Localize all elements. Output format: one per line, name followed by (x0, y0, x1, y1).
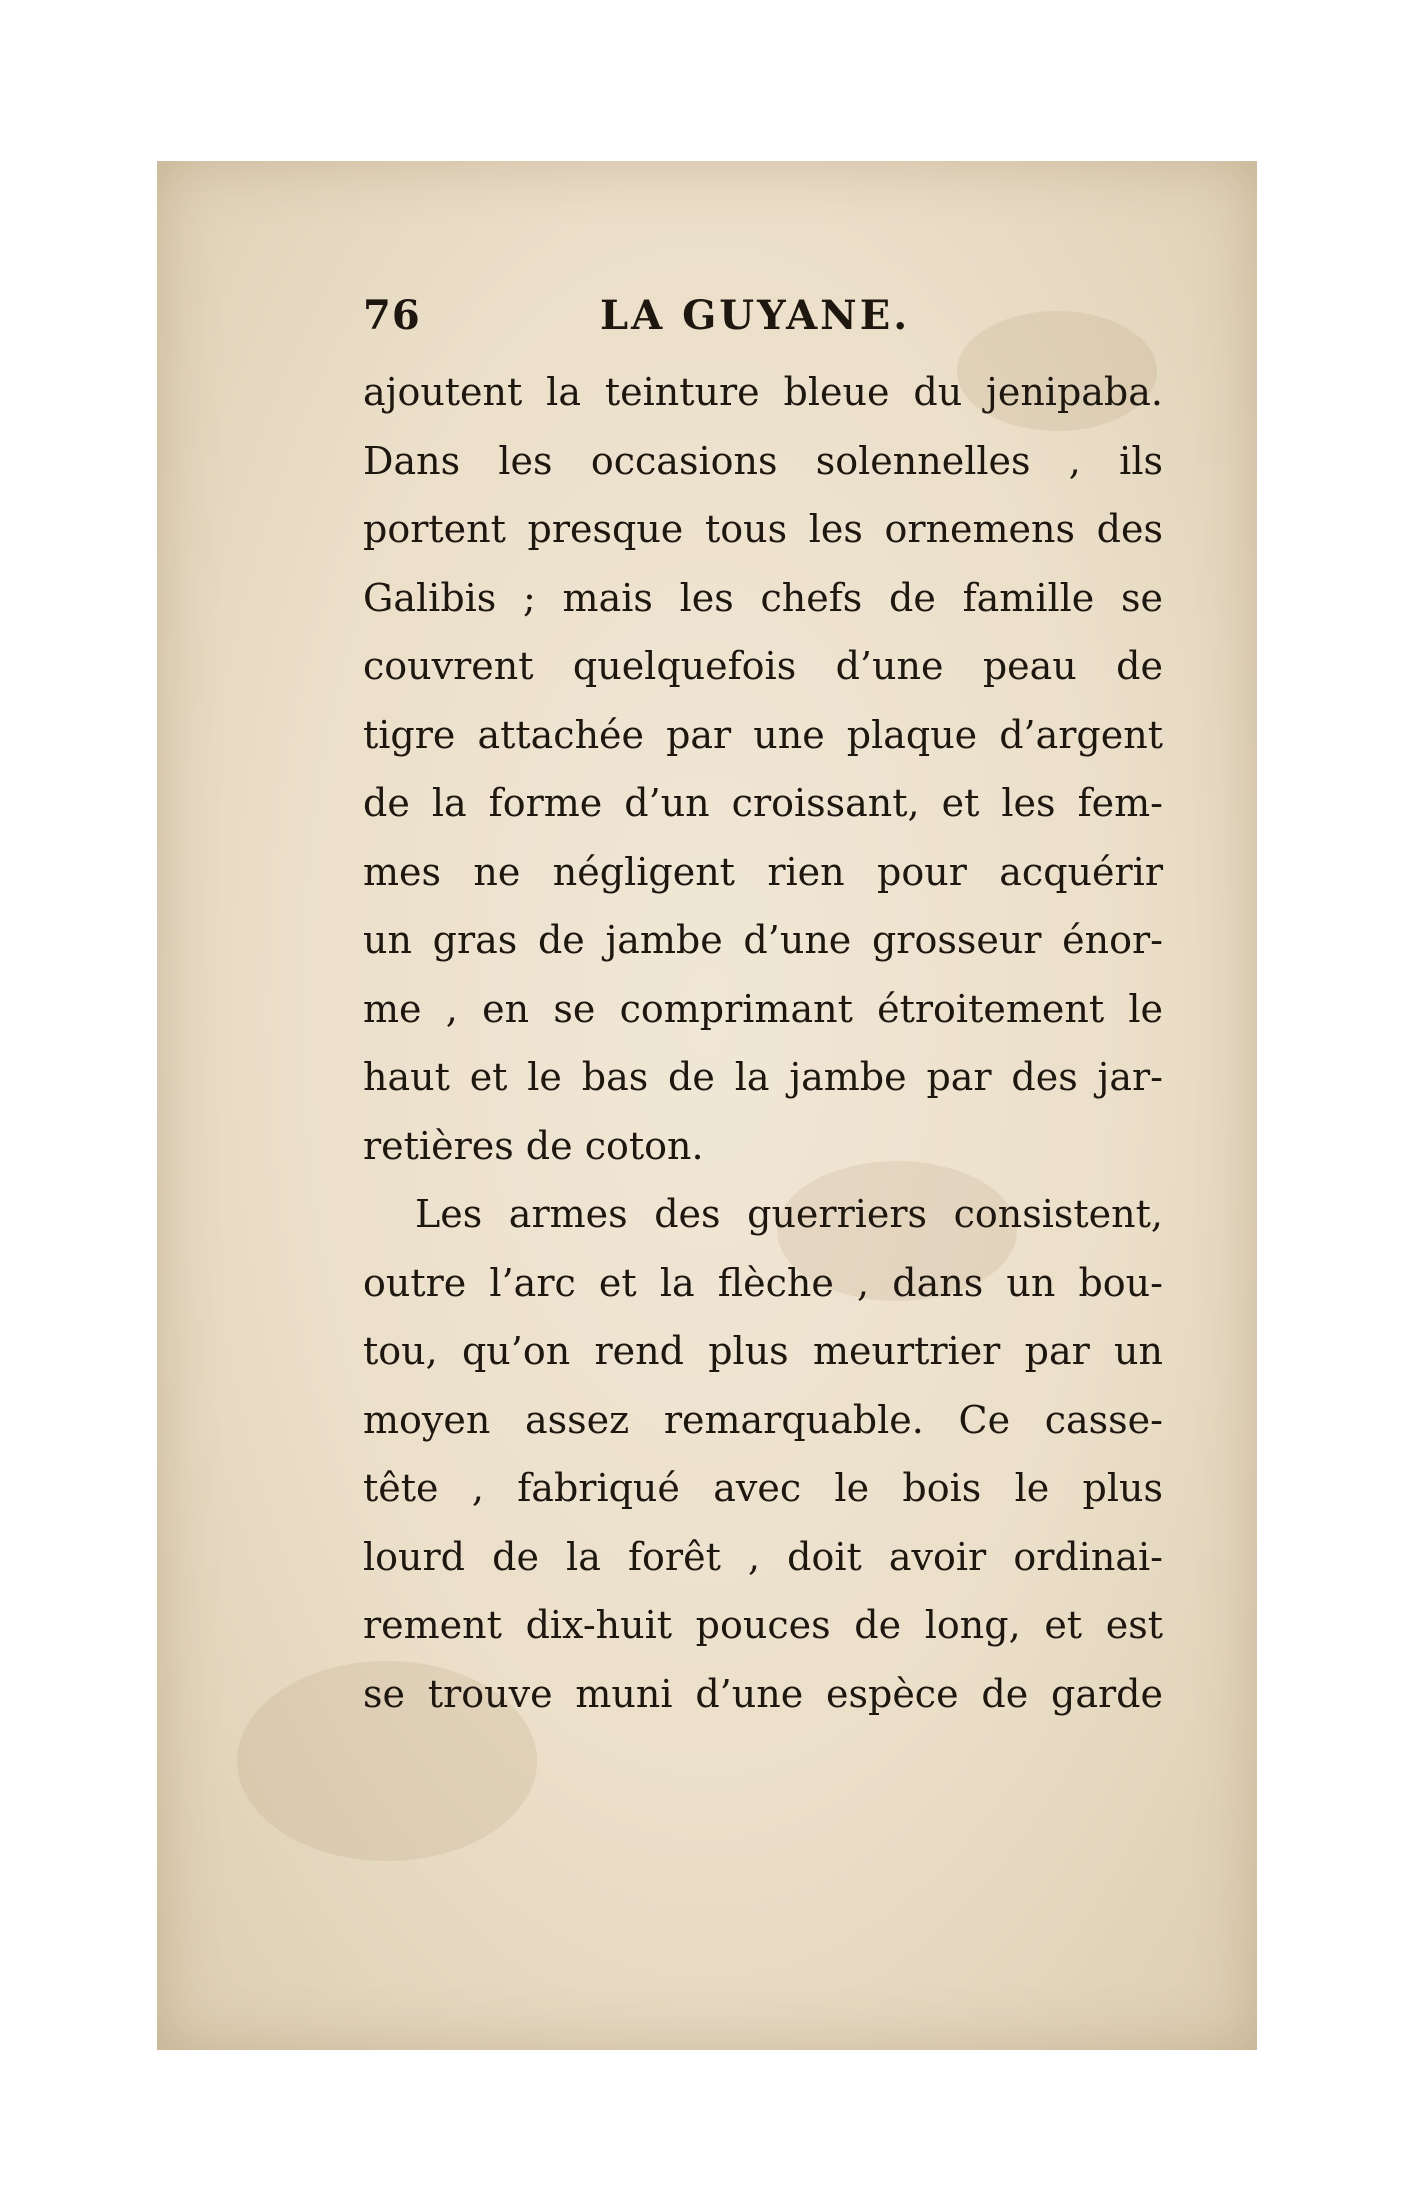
running-title: LA GUYANE. (600, 292, 911, 339)
text-line: outre l’arc et la flèche , dans un bou- (363, 1260, 1163, 1305)
text-line: ajoutent la teinture bleue du jenipaba. (363, 370, 1163, 414)
text-line: haut et le bas de la jambe par des jar- (363, 1055, 1163, 1099)
text-line: lourd de la forêt , doit avoir ordinai- (363, 1534, 1163, 1579)
text-line: se trouve muni d’une espèce de garde (363, 1671, 1163, 1716)
text-line: Les armes des guerriers consistent, (415, 1192, 1163, 1236)
text-line: tigre attachée par une plaque d’argent (363, 712, 1163, 757)
paragraph-1 (363, 358, 1163, 1180)
text-line: me , en se comprimant étroitement le (363, 986, 1163, 1031)
text-line: tou, qu’on rend plus meurtrier par un (363, 1329, 1163, 1373)
text-line: Galibis ; mais les chefs de famille se (363, 575, 1163, 620)
page-text (363, 292, 1163, 1728)
text-line: moyen assez remarquable. Ce casse- (363, 1397, 1163, 1442)
text-line: portent presque tous les ornemens des (363, 507, 1163, 551)
text-line: retières de coton. (363, 1123, 704, 1168)
text-line: Dans les occasions solennelles , ils (363, 438, 1163, 483)
text-line: couvrent quelquefois d’une peau de (363, 644, 1163, 688)
text-line: de la forme d’un croissant, et les fem- (363, 781, 1163, 825)
text-line: un gras de jambe d’une grosseur énor- (363, 918, 1163, 962)
text-line: rement dix-huit pouces de long, et est (363, 1603, 1163, 1647)
running-head (363, 292, 1163, 358)
page-number: 76 (363, 292, 421, 339)
text-line: tête , fabriqué avec le bois le plus (363, 1466, 1163, 1510)
text-line: mes ne négligent rien pour acquérir (363, 849, 1163, 894)
paragraph-2 (363, 1180, 1163, 1728)
